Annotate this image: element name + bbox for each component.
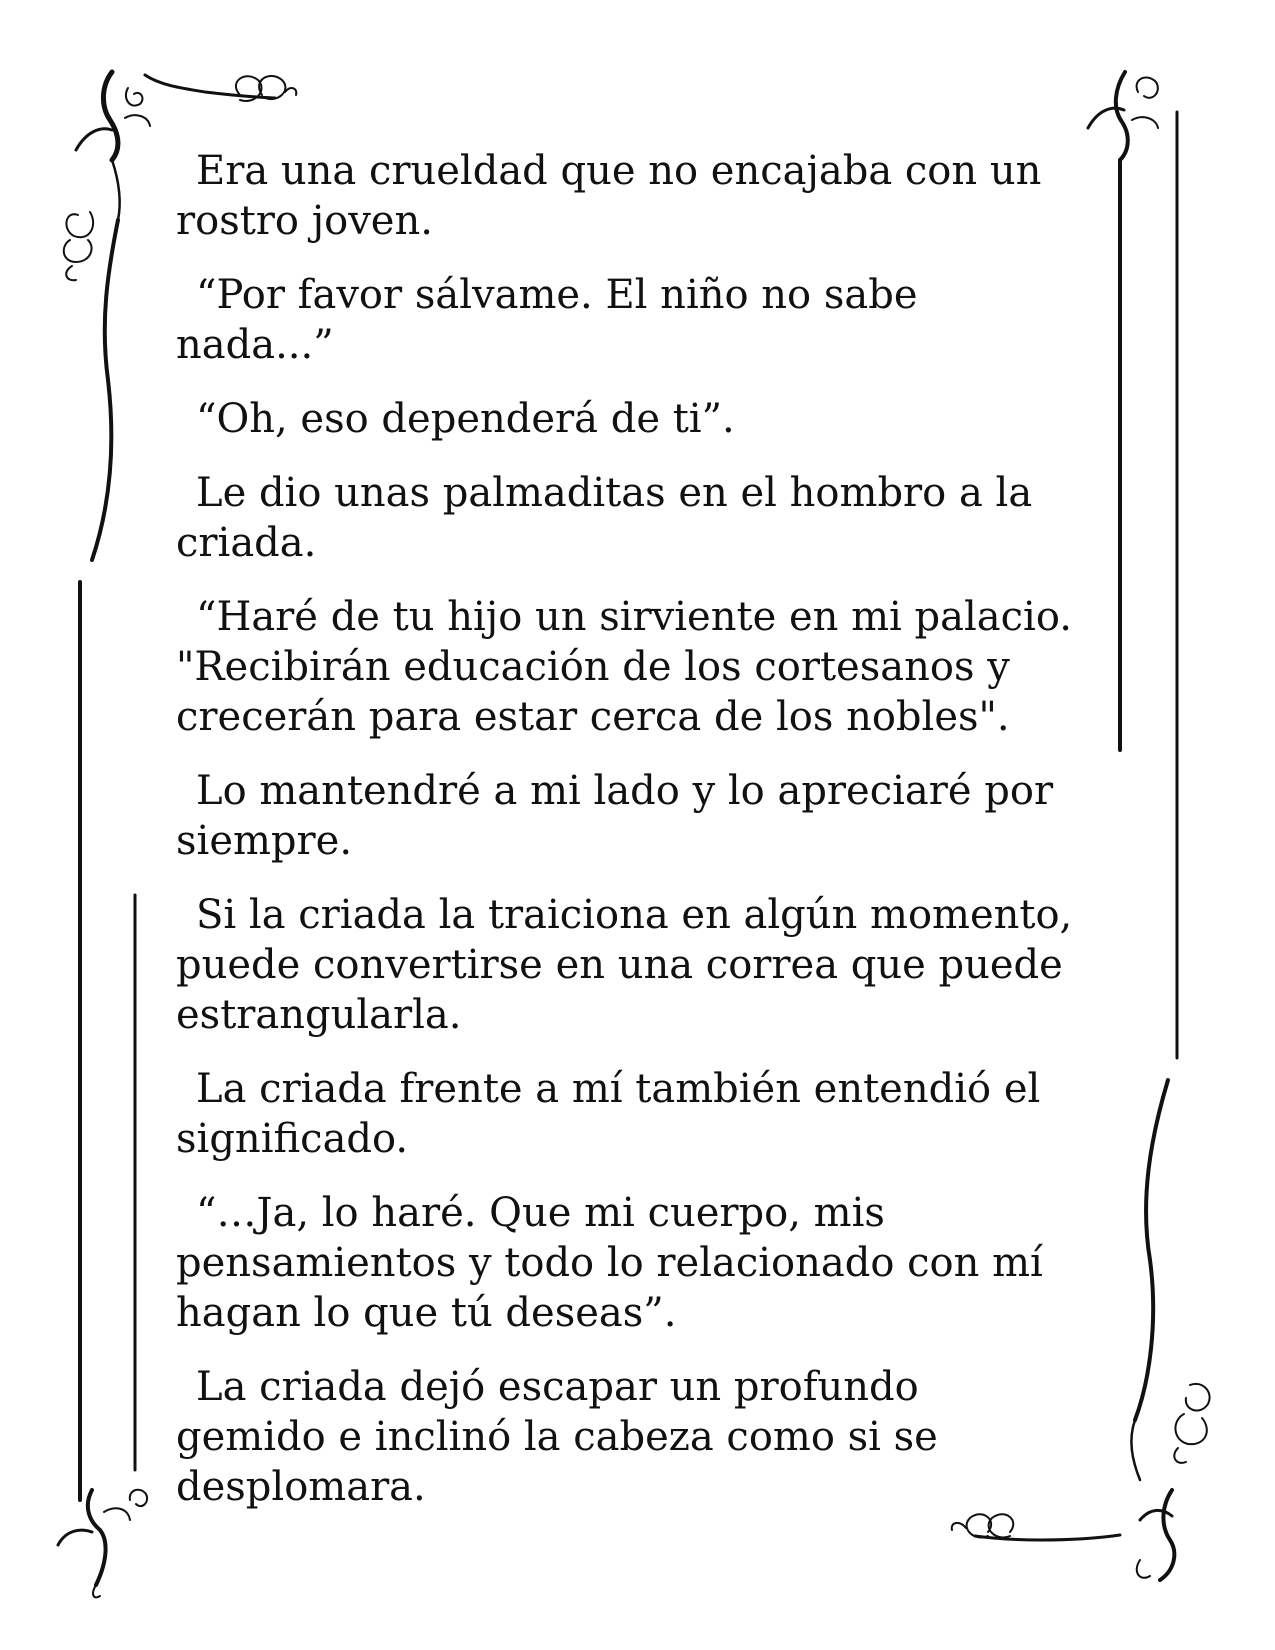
bottom-left-flourish <box>58 1490 147 1598</box>
paragraph: Lo mantendré a mi lado y lo apreciaré por siempre. <box>176 768 1054 864</box>
paragraph: Era una crueldad que no encajaba con un rostro joven. <box>176 148 1042 244</box>
paragraph: La criada dejó escapar un profundo gemido e inclinó la cabeza como si se desplomara. <box>176 1364 938 1510</box>
paragraph: “…Ja, lo haré. Que mi cuerpo, mis pensamientos y todo lo relacionado con mí hagan lo que tú deseas”. <box>176 1190 1043 1336</box>
story-text <box>176 146 1076 1536</box>
paragraph: “Oh, eso dependerá de ti”. <box>196 396 735 442</box>
paragraph: La criada frente a mí también entendió el significado. <box>176 1066 1041 1162</box>
paragraph: Le dio unas palmaditas en el hombro a la criada. <box>176 470 1033 566</box>
paragraph: Si la criada la traiciona en algún momento, puede convertirse en una correa que puede estrangularla. <box>176 892 1073 1038</box>
paragraph: “Haré de tu hijo un sirviente en mi palacio. "Recibirán educación de los cortesanos y crecerán para estar cerca de los nobles". <box>176 594 1072 740</box>
paragraph: “Por favor sálvame. El niño no sabe nada...” <box>176 272 918 368</box>
top-right-flourish <box>1088 72 1177 1058</box>
